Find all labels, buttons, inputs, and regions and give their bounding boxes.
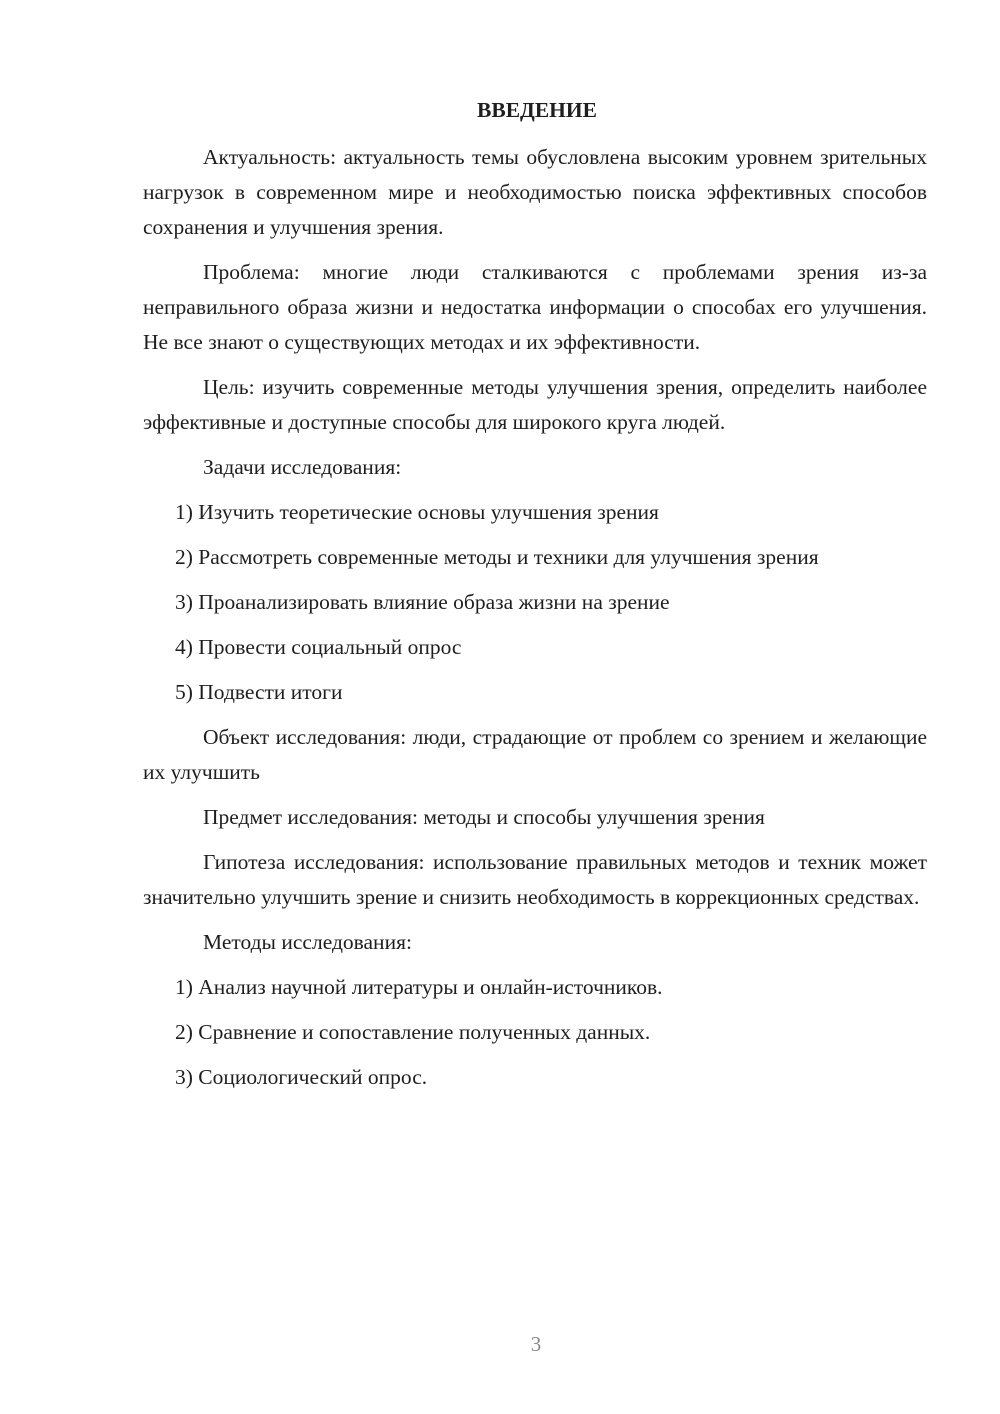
task-item: 5) Подвести итоги <box>175 680 343 704</box>
tasks-list <box>143 495 927 710</box>
problem-paragraph: Проблема: многие люди сталкиваются с проблемами зрения из-за неправильного образа жизни и недостатка информации о способах его улучшения. Не все знают о существующих методах и их эффективности. <box>143 260 927 354</box>
hypothesis-paragraph: Гипотеза исследования: использование правильных методов и техник может значительно улучшить зрение и снизить необходимость в коррекционных средствах. <box>143 850 927 909</box>
method-item: 3) Социологический опрос. <box>175 1065 428 1089</box>
task-item: 3) Проанализировать влияние образа жизни на зрение <box>175 590 670 614</box>
section-title: ВВЕДЕНИЕ <box>477 98 597 122</box>
task-item: 1) Изучить теоретические основы улучшения зрения <box>175 500 659 524</box>
relevance-paragraph: Актуальность: актуальность темы обусловлена высоким уровнем зрительных нагрузок в современном мире и необходимостью поиска эффективных способов сохранения и улучшения зрения. <box>143 145 927 239</box>
page-content <box>143 96 927 1105</box>
page-number: 3 <box>530 1332 542 1356</box>
task-item: 4) Провести социальный опрос <box>175 635 462 659</box>
method-item: 2) Сравнение и сопоставление полученных данных. <box>175 1020 651 1044</box>
goal-paragraph: Цель: изучить современные методы улучшения зрения, определить наиболее эффективные и доступные способы для широкого круга людей. <box>143 375 927 434</box>
subject-paragraph: Предмет исследования: методы и способы улучшения зрения <box>203 805 765 829</box>
method-item: 1) Анализ научной литературы и онлайн-источников. <box>175 975 663 999</box>
object-paragraph: Объект исследования: люди, страдающие от проблем со зрением и желающие их улучшить <box>143 725 927 784</box>
tasks-heading: Задачи исследования: <box>203 455 402 479</box>
methods-list <box>143 970 927 1095</box>
task-item: 2) Рассмотреть современные методы и техники для улучшения зрения <box>175 545 819 569</box>
methods-heading: Методы исследования: <box>203 930 412 954</box>
